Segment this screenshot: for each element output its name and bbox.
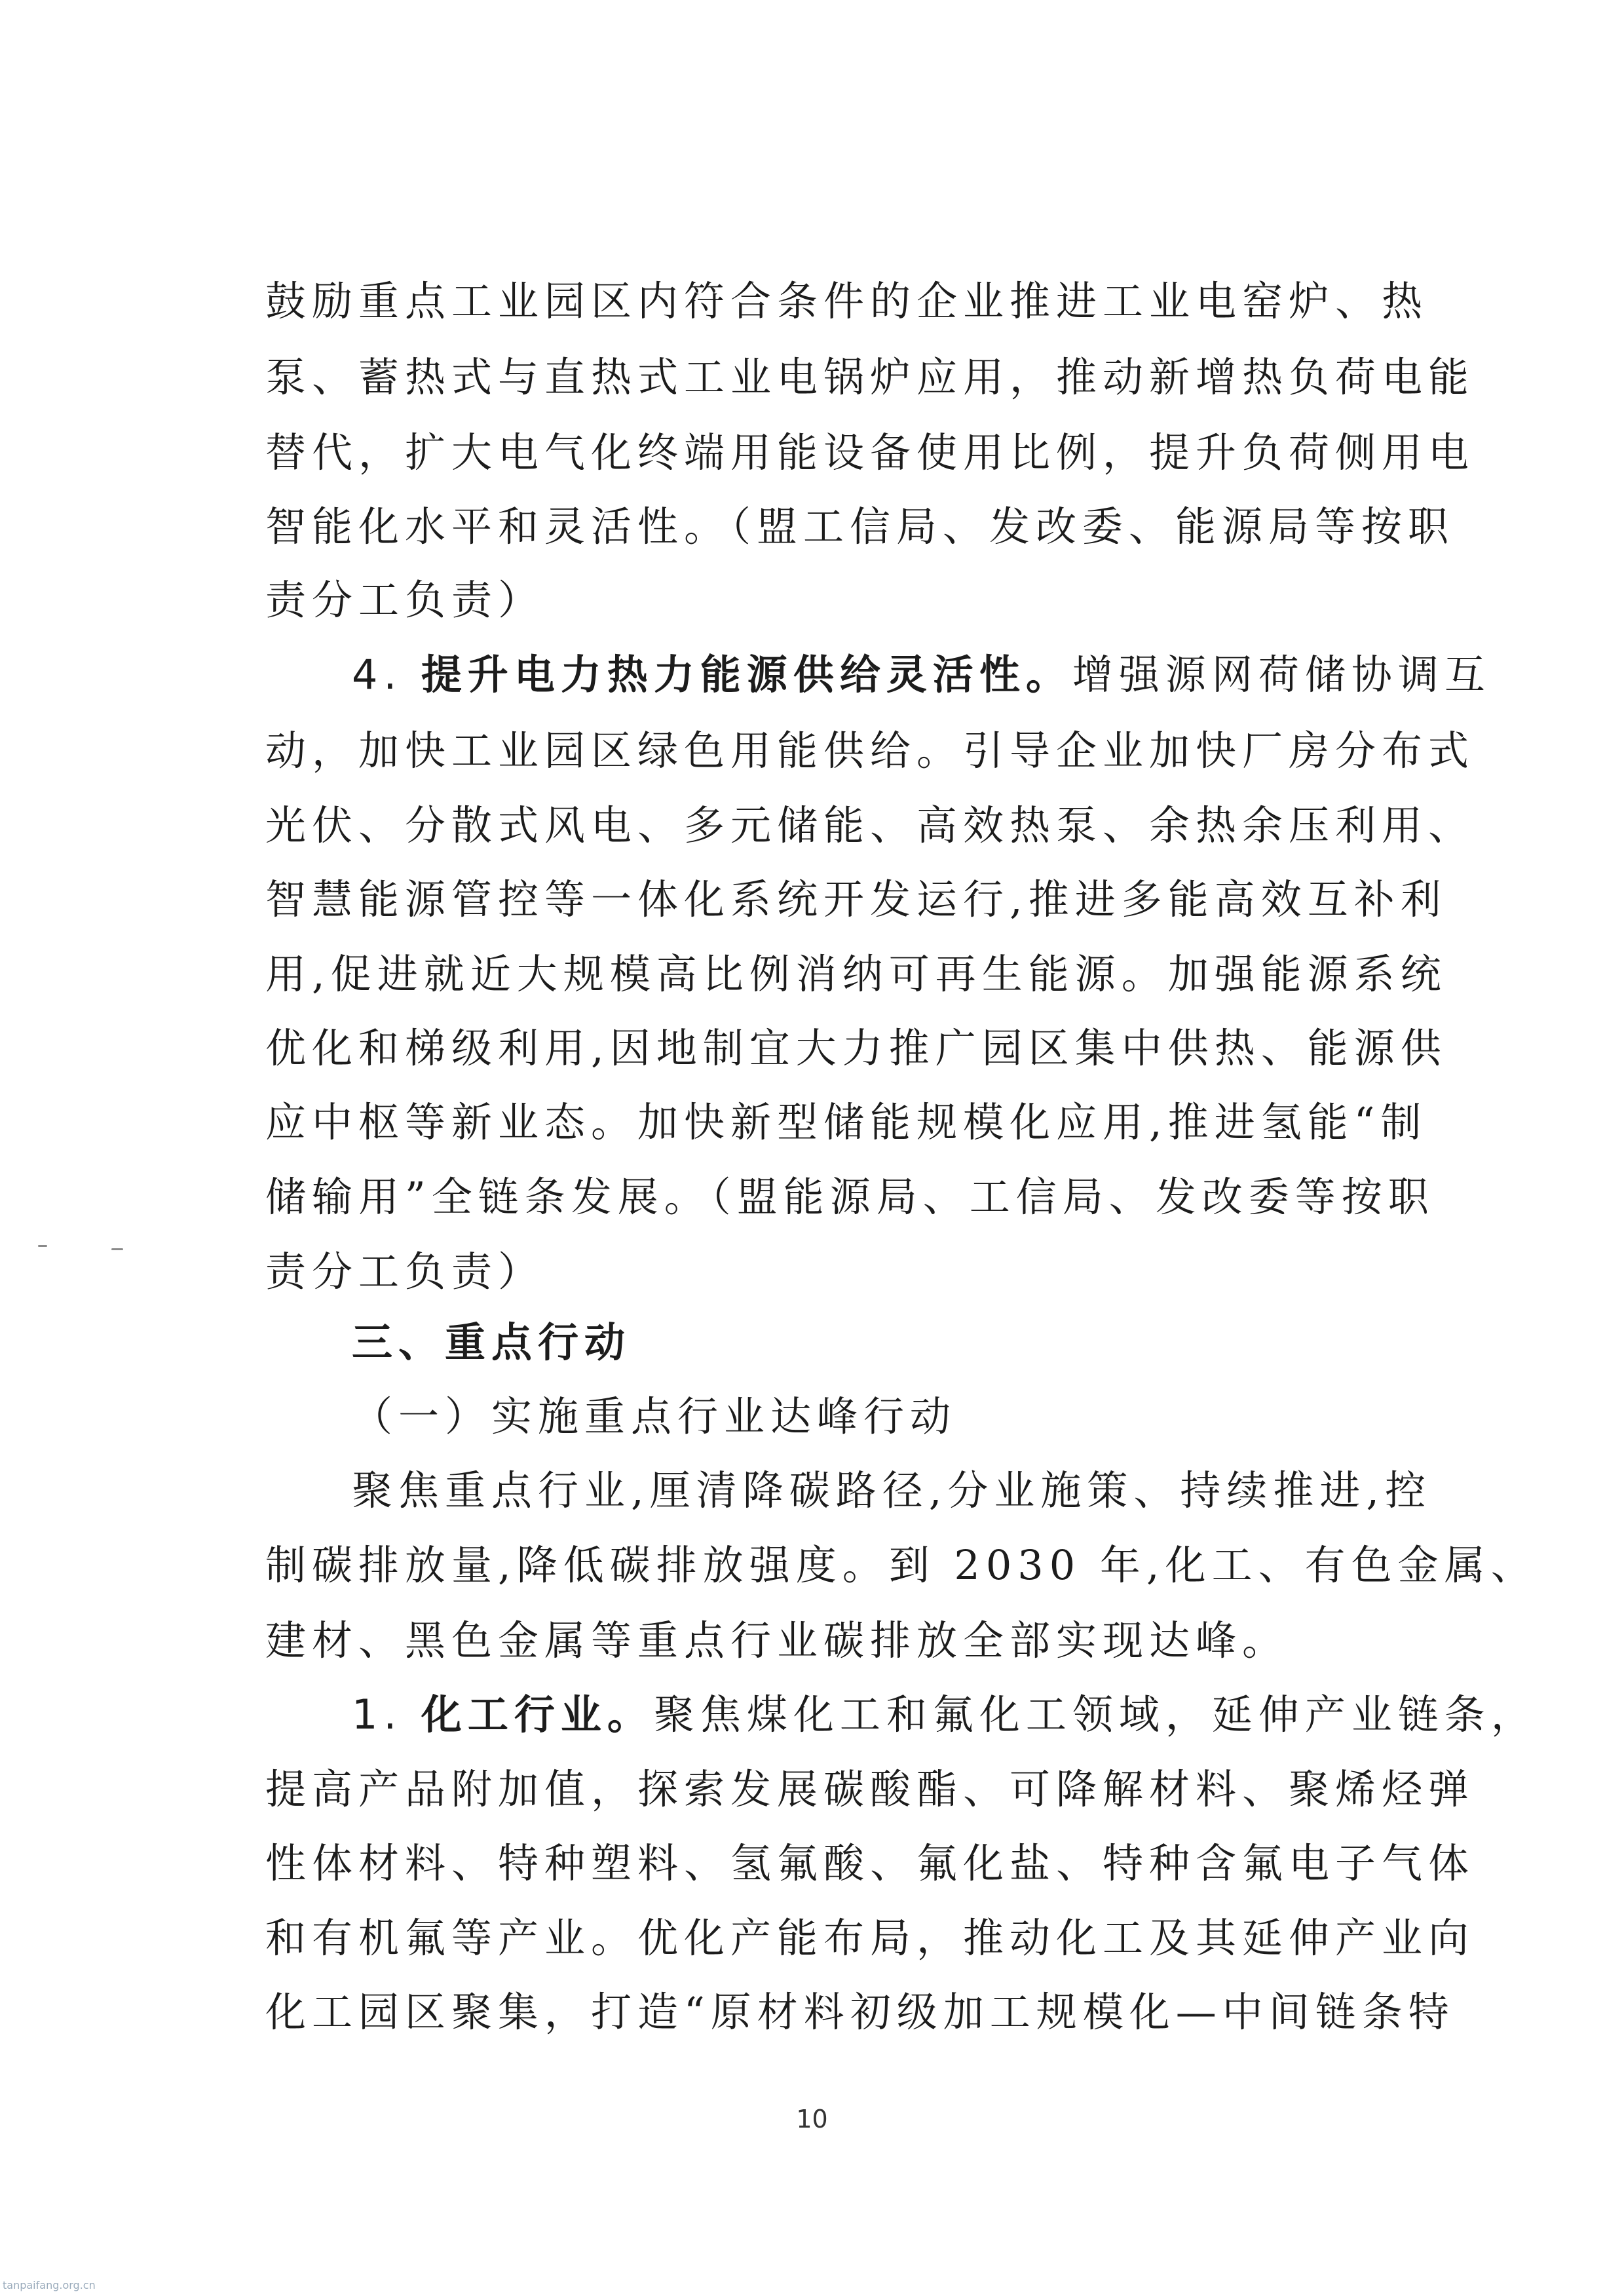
scan-speck [111,1248,123,1250]
text-line: 聚焦重点行业,厘清降碳路径,分业施策、持续推进,控 [352,1466,1432,1514]
text-line: 责分工负责） [265,576,545,624]
text-line: 优化和梯级利用,因地制宜大力推广园区集中供热、能源供 [265,1024,1447,1072]
text-line: 性体材料、特种塑料、氢氟酸、氟化盐、特种含氟电子气体 [265,1839,1475,1887]
item-4-first-line [352,649,1491,701]
text-line: 泵、蓄热式与直热式工业电锅炉应用，推动新增热负荷电能 [265,353,1475,401]
text-line: 应中枢等新业态。加快新型储能规模化应用,推进氢能“制 [265,1098,1427,1146]
text-line: 制碳排放量,降低碳排放强度。到 2030 年,化工、有色金属、 [265,1541,1538,1589]
text-line: 用,促进就近大规模高比例消纳可再生能源。加强能源系统 [265,950,1447,998]
item-1-text: 聚焦煤化工和氟化工领域，延伸产业链条， [653,1691,1538,1738]
item-4-number: 4. [352,651,403,698]
text-line: 智慧能源管控等一体化系统开发运行,推进多能高效互补利 [265,875,1447,923]
section-heading: 三、重点行动 [352,1318,632,1366]
item-1-number: 1. [352,1691,403,1738]
text-line: 智能化水平和灵活性。（盟工信局、发改委、能源局等按职 [265,503,1455,550]
text-line: 光伏、分散式风电、多元储能、高效热泵、余热余压利用、 [265,801,1475,849]
item-1-title: 化工行业。 [421,1691,654,1738]
subsection-heading: （一）实施重点行业达峰行动 [352,1392,957,1440]
item-1-first-line [352,1689,1538,1741]
text-line: 化工园区聚集，打造“原材料初级加工规模化—中间链条特 [265,1988,1455,2036]
text-line: 和有机氟等产业。优化产能布局，推动化工及其延伸产业向 [265,1914,1475,1962]
text-line: 储输用”全链条发展。（盟能源局、工信局、发改委等按职 [265,1173,1435,1221]
page-number: 10 [796,2105,828,2133]
text-line: 提高产品附加值，探索发展碳酸酯、可降解材料、聚烯烃弹 [265,1765,1475,1813]
scan-speck [38,1245,47,1247]
watermark: tanpaifang.org.cn [3,2279,96,2291]
item-4-text: 增强源网荷储协调互 [1072,651,1491,698]
text-line: 责分工负责） [265,1248,545,1295]
text-line: 鼓励重点工业园区内符合条件的企业推进工业电窑炉、热 [265,277,1429,325]
text-line: 替代，扩大电气化终端用能设备使用比例，提升负荷侧用电 [265,429,1475,476]
text-line: 动，加快工业园区绿色用能供给。引导企业加快厂房分布式 [265,727,1475,775]
item-4-title: 提升电力热力能源供给灵活性。 [421,651,1072,698]
text-line: 建材、黑色金属等重点行业碳排放全部实现达峰。 [265,1617,1289,1664]
